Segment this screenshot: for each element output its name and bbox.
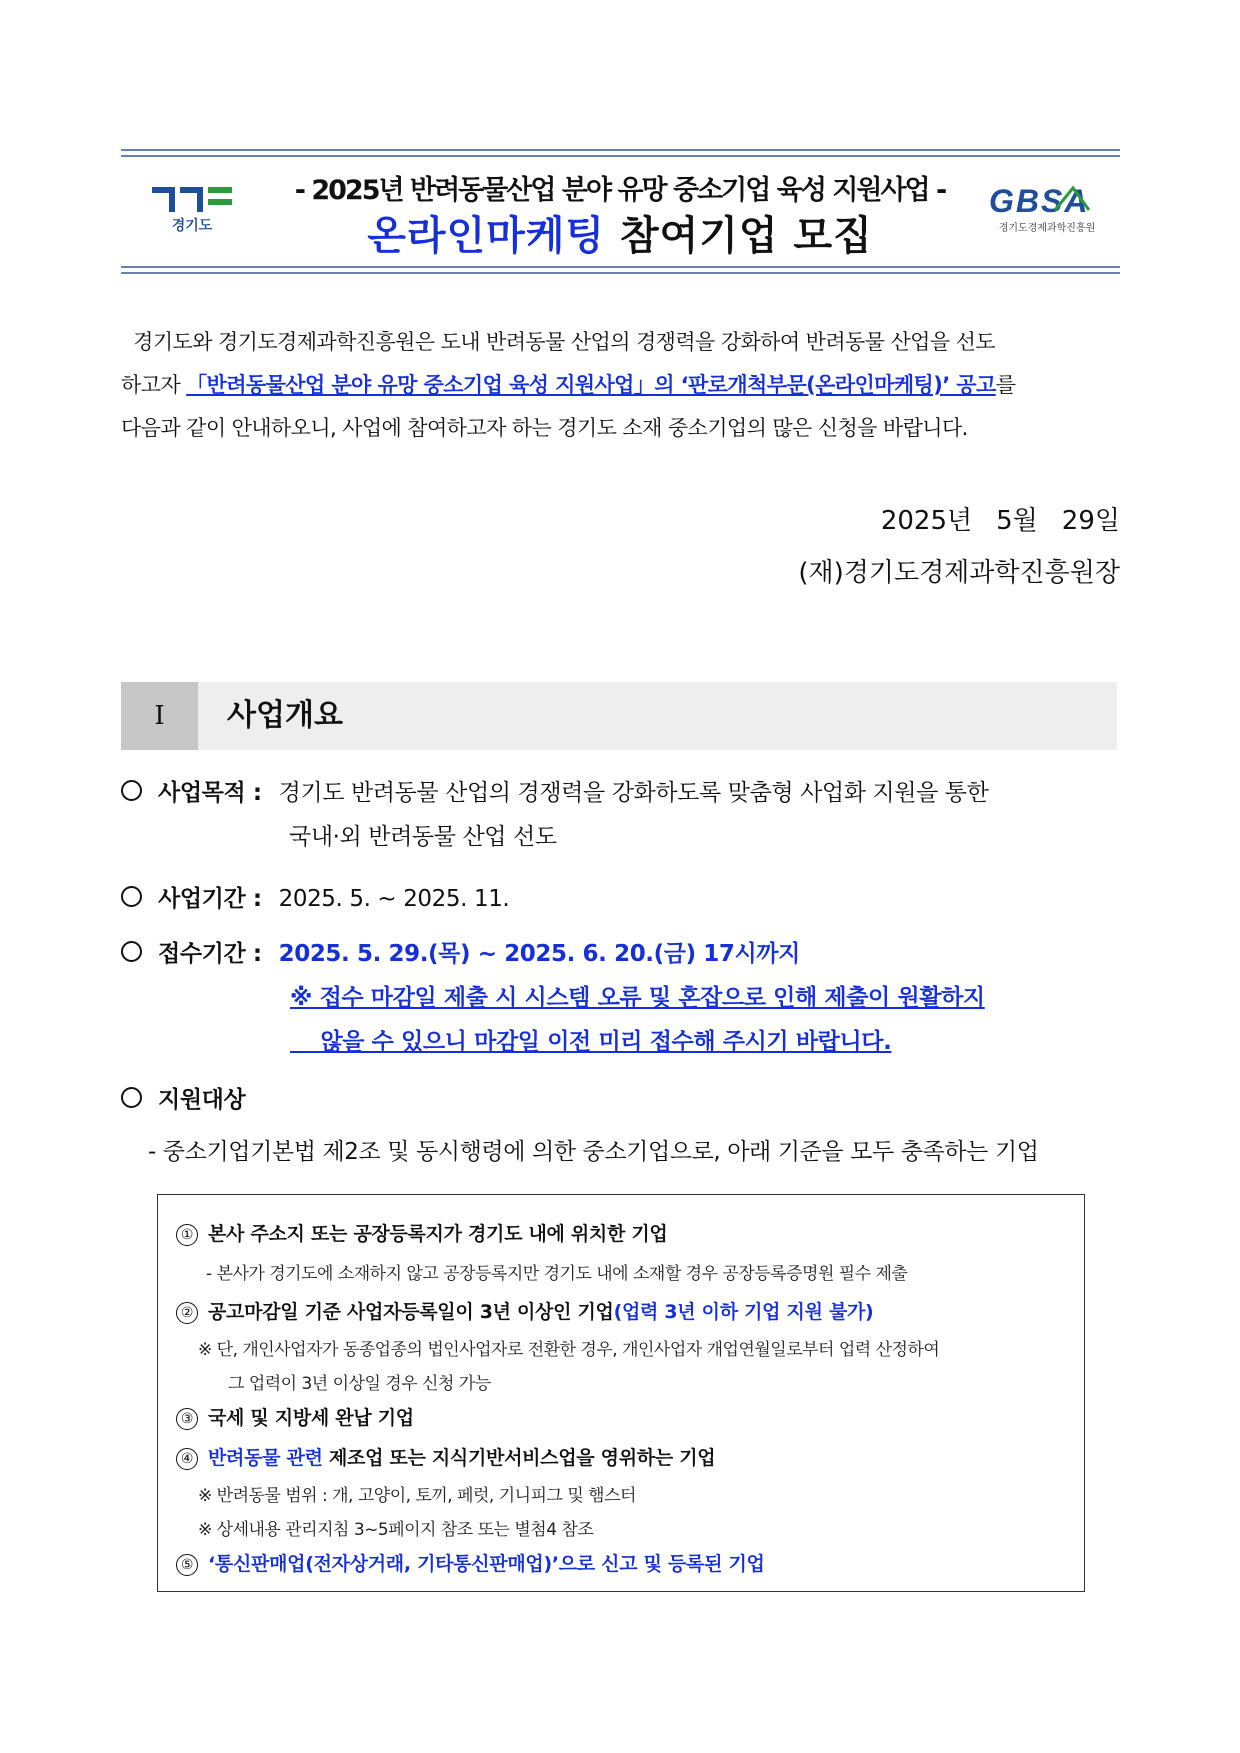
section-title: 사업개요 xyxy=(227,698,343,733)
page-title-rest: 참여기업 모집 xyxy=(605,213,873,259)
bullet-circle-icon xyxy=(121,1087,142,1108)
receipt-row xyxy=(121,935,800,968)
purpose-text-1: 경기도 반려동물 산업의 경쟁력을 강화하도록 맞춤형 사업화 지원을 통한 xyxy=(278,780,989,806)
criterion-5: ⑤ ‘통신판매업(전자상거래, 기타통신판매업)’으로 신고 및 등록된 기업 xyxy=(176,1549,765,1576)
page-title-highlight: 온라인마케팅 xyxy=(367,213,606,259)
period-label: 사업기간 : xyxy=(158,886,262,912)
criterion-4-note-1: ※ 반려동물 범위 : 개, 고양이, 토끼, 페럿, 기니피그 및 햄스터 xyxy=(198,1486,636,1506)
gbsa-logo-text: 경기도경제과학진흥원 xyxy=(998,223,1096,234)
gbsa-logo-icon xyxy=(985,180,1105,220)
intro-line-2-suffix: 를 xyxy=(995,373,1016,397)
receipt-note-2: 않을 수 있으니 마감일 이전 미리 접수해 주시기 바랍니다. xyxy=(320,1029,892,1055)
criterion-4-highlight: 반려동물 관련 xyxy=(208,1447,323,1469)
receipt-note-1: ※ 접수 마감일 제출 시 시스템 오류 및 혼잡으로 인해 제출이 원활하지 xyxy=(290,985,985,1011)
target-text: - 중소기업기본법 제2조 및 동시행령에 의한 중소기업으로, 아래 기준을 모두 충족하는 기업 xyxy=(148,1139,1039,1165)
notice-date xyxy=(857,500,1120,537)
header-rule-bottom xyxy=(121,272,1120,274)
header-rule-bottom-inner xyxy=(121,266,1120,268)
gyeonggi-logo-text: 경기도 xyxy=(171,218,213,234)
criterion-2-note-1: ※ 단, 개인사업자가 동종업종의 법인사업자로 전환한 경우, 개인사업자 개업연월일로부터 업력 산정하여 xyxy=(198,1340,940,1360)
purpose-label: 사업목적 : xyxy=(158,780,262,806)
page-subtitle: - 2025년 반려동물산업 분야 유망 중소기업 육성 지원사업 - xyxy=(294,175,946,206)
section-number: Ⅰ xyxy=(121,682,198,750)
criterion-1: ① 본사 주소지 또는 공장등록지가 경기도 내에 위치한 기업 xyxy=(176,1219,667,1246)
intro-line-2 xyxy=(121,363,1121,407)
header-rule-top-inner xyxy=(121,155,1120,157)
receipt-period: 2025. 5. 29.(목) ~ 2025. 6. 20.(금) 17시까지 xyxy=(278,941,800,967)
criterion-number: ③ xyxy=(176,1408,198,1430)
criterion-4: ④ 반려동물 관련 제조업 또는 지식기반서비스업을 영위하는 기업 xyxy=(176,1443,715,1470)
intro-line-2-prefix: 하고자 xyxy=(121,373,187,397)
criterion-3: ③ 국세 및 지방세 완납 기업 xyxy=(176,1403,414,1430)
date-day: 29일 xyxy=(1061,506,1120,536)
date-year: 2025년 xyxy=(880,506,973,536)
gbsa-logo-word: GBSA xyxy=(989,183,1090,219)
criterion-1-note: - 본사가 경기도에 소재하지 않고 공장등록지만 경기도 내에 소재할 경우 공장등록증명원 필수 제출 xyxy=(206,1264,908,1284)
criterion-2-highlight: (업력 3년 이하 기업 지원 불가) xyxy=(613,1301,874,1323)
purpose-text-2: 국내·외 반려동물 산업 선도 xyxy=(289,824,557,850)
intro-line-3: 다음과 같이 안내하오니, 사업에 참여하고자 하는 경기도 소재 중소기업의 많은 신청을 바랍니다. xyxy=(121,416,968,440)
receipt-label: 접수기간 : xyxy=(158,941,262,967)
bullet-circle-icon xyxy=(121,941,142,962)
criterion-number: ② xyxy=(176,1302,198,1324)
date-month: 5월 xyxy=(996,506,1038,536)
intro-line-1: 경기도와 경기도경제과학진흥원은 도내 반려동물 산업의 경쟁력을 강화하여 반려동물 산업을 선도 xyxy=(133,330,995,354)
header-rule-top xyxy=(121,149,1120,151)
criterion-number: ⑤ xyxy=(176,1554,198,1576)
criterion-4-note-2: ※ 상세내용 관리지침 3~5페이지 참조 또는 별첨4 참조 xyxy=(198,1520,594,1540)
criterion-2: ② 공고마감일 기준 사업자등록일이 3년 이상인 기업(업력 3년 이하 기업 지원 불가) xyxy=(176,1297,873,1324)
criterion-number: ④ xyxy=(176,1448,198,1470)
criteria-box xyxy=(157,1194,1085,1592)
criterion-2-note-2: 그 업력이 3년 이상일 경우 신청 가능 xyxy=(228,1374,491,1394)
period-text: 2025. 5. ~ 2025. 11. xyxy=(278,886,510,912)
bullet-circle-icon xyxy=(121,886,142,907)
criterion-number: ① xyxy=(176,1224,198,1246)
target-label: 지원대상 xyxy=(158,1087,246,1113)
purpose-row xyxy=(121,774,988,807)
intro-notice-title: 「반려동물산업 분야 유망 중소기업 육성 지원사업」의 ‘판로개척부문(온라인마케팅)’ 공고 xyxy=(186,373,996,397)
notice-signer: (재)경기도경제과학진흥원장 xyxy=(798,558,1120,588)
page-title xyxy=(260,204,980,261)
bullet-circle-icon xyxy=(121,780,142,801)
period-row xyxy=(121,880,509,913)
target-row xyxy=(121,1081,245,1114)
